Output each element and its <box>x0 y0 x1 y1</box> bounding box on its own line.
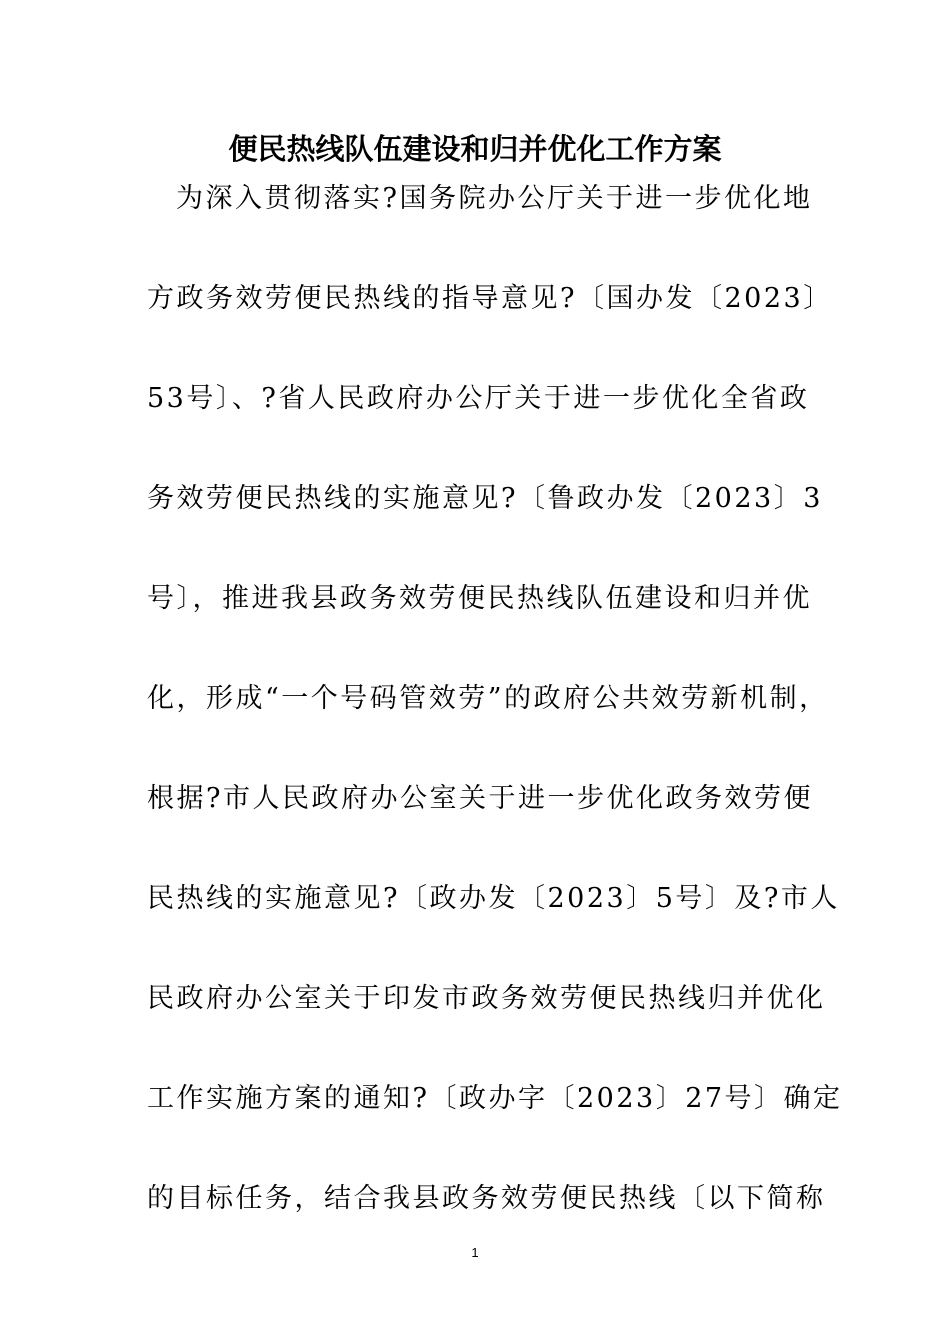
body-line-3: 53号〕、?省人民政府办公厅关于进一步优化全省政 <box>147 383 810 414</box>
document-title: 便民热线队伍建设和归并优化工作方案 <box>228 132 722 166</box>
body-line-11: 的目标任务，结合我县政务效劳便民热线〔以下简称 <box>147 1183 826 1214</box>
body-line-1: 为深入贯彻落实?国务院办公厅关于进一步优化地 <box>176 183 813 214</box>
body-line-7: 根据?市人民政府办公室关于进一步优化政务效劳便 <box>147 783 813 814</box>
body-line-6: 化，形成“一个号码管效劳”的政府公共效劳新机制， <box>147 683 829 714</box>
page-number: 1 <box>471 1245 479 1260</box>
body-line-4: 务效劳便民热线的实施意见?〔鲁政办发〔2023〕3 <box>147 483 823 514</box>
body-line-9: 民政府办公室关于印发市政务效劳便民热线归并优化 <box>147 983 826 1014</box>
body-line-5: 号〕，推进我县政务效劳便民热线队伍建设和归并优 <box>147 583 812 614</box>
body-line-2: 方政务效劳便民热线的指导意见?〔国办发〔2023〕 <box>147 283 833 314</box>
body-line-8: 民热线的实施意见?〔政办发〔2023〕5号〕及?市人 <box>147 883 840 914</box>
body-line-10: 工作实施方案的通知?〔政办字〔2023〕27号〕确定 <box>147 1083 843 1114</box>
